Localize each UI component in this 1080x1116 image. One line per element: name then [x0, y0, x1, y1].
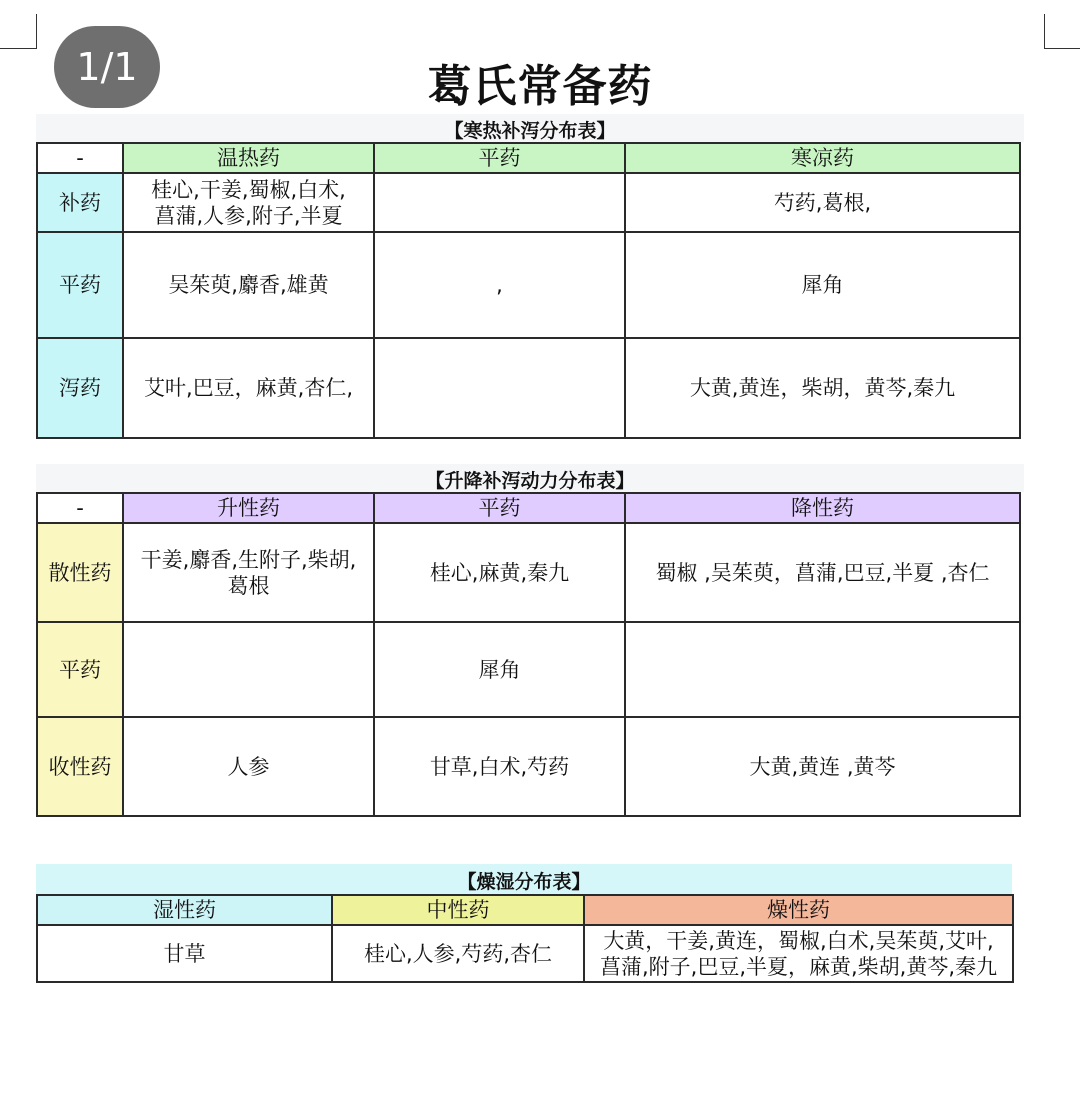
table3-col-header: 中性药 [332, 895, 584, 925]
table1-row-header: 补药 [37, 173, 123, 232]
table2-caption: 【升降补泻动力分布表】 [425, 470, 635, 492]
table2-cell: 大黄,黄连 ,黄芩 [625, 717, 1020, 816]
table3-col-header: 湿性药 [37, 895, 332, 925]
table1-row-header: 平药 [37, 232, 123, 338]
page-indicator-badge: 1/1 [54, 26, 160, 108]
table1-cell [374, 173, 625, 232]
table1-cell: 吴茱萸,麝香,雄黄 [123, 232, 374, 338]
table2-cell: 人参 [123, 717, 374, 816]
table2-cell [123, 622, 374, 717]
table1-hot-cold-tonify-purge [36, 142, 1021, 439]
table1-cell: 犀角 [625, 232, 1020, 338]
table2-col-header: 升性药 [123, 493, 374, 523]
table2-cell [625, 622, 1020, 717]
table2-col-header: 降性药 [625, 493, 1020, 523]
table3-cell: 大黄，干姜,黄连，蜀椒,白术,吴茱萸,艾叶, 菖蒲,附子,巴豆,半夏，麻黄,柴胡,黄芩,秦九 [584, 925, 1013, 982]
table1-corner-cell: - [37, 143, 123, 173]
table2-row-header: 散性药 [37, 523, 123, 622]
table3-dry-damp [36, 894, 1014, 983]
table3-col-header: 燥性药 [584, 895, 1013, 925]
table2-corner-cell: - [37, 493, 123, 523]
table2-row-header: 平药 [37, 622, 123, 717]
table1-cell [374, 338, 625, 438]
table1-cell: 芍药,葛根, [625, 173, 1020, 232]
table1-cell: 艾叶,巴豆，麻黄,杏仁, [123, 338, 374, 438]
table2-cell: 干姜,麝香,生附子,柴胡, 葛根 [123, 523, 374, 622]
table2-ascend-descend-dynamics [36, 492, 1021, 817]
table1-cell: 桂心,干姜,蜀椒,白术, 菖蒲,人参,附子,半夏 [123, 173, 374, 232]
table1-caption: 【寒热补泻分布表】 [444, 120, 616, 142]
table1-col-header: 寒凉药 [625, 143, 1020, 173]
table1-cell: , [374, 232, 625, 338]
table1-row-header: 泻药 [37, 338, 123, 438]
crop-mark-top-right [1044, 14, 1080, 49]
table2-cell: 甘草,白术,芍药 [374, 717, 625, 816]
table2-cell: 蜀椒 ,吴茱萸，菖蒲,巴豆,半夏 ,杏仁 [625, 523, 1020, 622]
table2-col-header: 平药 [374, 493, 625, 523]
table2-cell: 犀角 [374, 622, 625, 717]
table3-cell: 桂心,人参,芍药,杏仁 [332, 925, 584, 982]
table1-col-header: 温热药 [123, 143, 374, 173]
table1-col-header: 平药 [374, 143, 625, 173]
table2-row-header: 收性药 [37, 717, 123, 816]
table1-cell: 大黄,黄连，柴胡，黄芩,秦九 [625, 338, 1020, 438]
table3-cell: 甘草 [37, 925, 332, 982]
document-title: 葛氏常备药 [427, 61, 653, 112]
table3-caption: 【燥湿分布表】 [457, 871, 591, 893]
crop-mark-top-left [0, 14, 37, 49]
table2-cell: 桂心,麻黄,秦九 [374, 523, 625, 622]
